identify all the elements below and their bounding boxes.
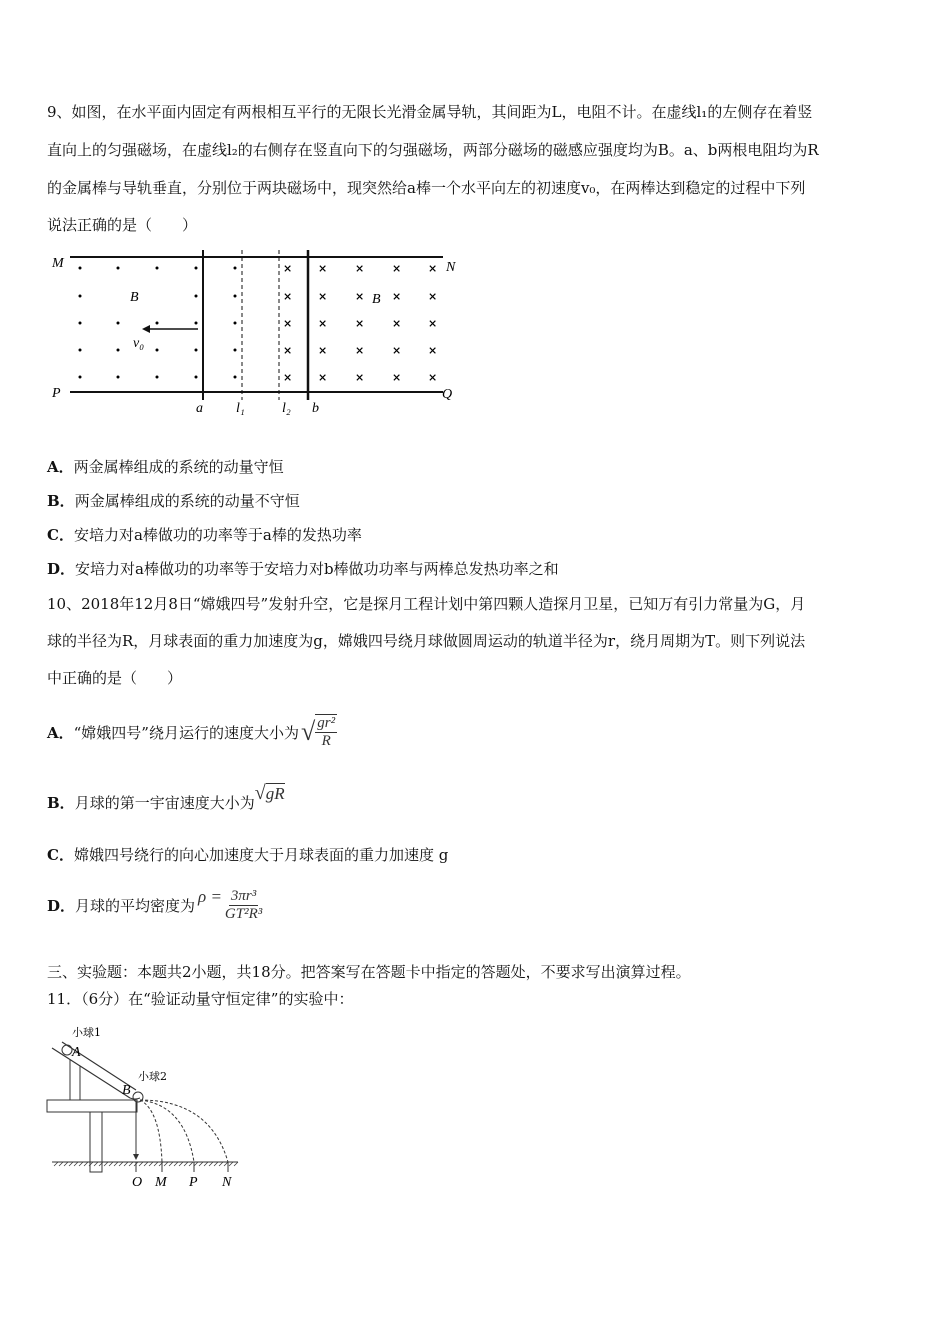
field-down-cross: × bbox=[318, 290, 328, 303]
ground-hatch bbox=[204, 1162, 208, 1166]
field-down-cross: × bbox=[355, 290, 365, 303]
ground-hatch bbox=[104, 1162, 108, 1166]
q9-option-a: A．两金属棒组成的系统的动量守恒 bbox=[47, 458, 284, 476]
label-l2: l₂ bbox=[282, 401, 291, 416]
field-down-cross: × bbox=[318, 317, 328, 330]
ground-hatch bbox=[79, 1162, 83, 1166]
field-down-cross: × bbox=[283, 317, 293, 330]
ground-hatch bbox=[229, 1162, 233, 1166]
ground-hatch bbox=[199, 1162, 203, 1166]
q9-option-c: C．安培力对a棒做功的功率等于a棒的发热功率 bbox=[47, 526, 362, 544]
field-down-cross: × bbox=[283, 290, 293, 303]
ground-hatch bbox=[139, 1162, 143, 1166]
ground-hatch bbox=[114, 1162, 118, 1166]
ground-hatch bbox=[119, 1162, 123, 1166]
label-ball-1: 小球1 bbox=[72, 1026, 101, 1039]
field-down-cross: × bbox=[355, 262, 365, 275]
ground-hatch bbox=[94, 1162, 98, 1166]
field-down-cross: × bbox=[318, 262, 328, 275]
section-3-heading: 三、实验题：本题共2小题，共18分。把答案写在答题卡中指定的答题处，不要求写出演算过程。 bbox=[47, 963, 691, 981]
field-down-cross: × bbox=[283, 344, 293, 357]
label-P: P bbox=[52, 386, 61, 401]
field-down-cross: × bbox=[428, 262, 438, 275]
q10-option-d: D． 月球的平均密度为 ρ = $\frac{\text{3πr³}}{\text{GT²R³}}$ bbox=[47, 887, 263, 922]
ground-hatch bbox=[174, 1162, 178, 1166]
label-a: a bbox=[196, 401, 203, 416]
label-l1: l₁ bbox=[236, 401, 245, 416]
label-N: N bbox=[222, 1175, 232, 1190]
ground-hatch bbox=[149, 1162, 153, 1166]
field-down-cross: × bbox=[392, 371, 402, 384]
ground-hatch bbox=[109, 1162, 113, 1166]
label-M: M bbox=[155, 1175, 167, 1190]
field-down-cross: × bbox=[428, 290, 438, 303]
q10-line-3: 中正确的是（ ） bbox=[47, 669, 183, 687]
ground-hatch bbox=[84, 1162, 88, 1166]
label-M: M bbox=[52, 256, 64, 271]
field-down-cross: × bbox=[355, 317, 365, 330]
q9-option-d: D．安培力对a棒做功的功率等于安培力对b棒做功功率与两棒总发热功率之和 bbox=[47, 560, 559, 578]
ground-hatch bbox=[154, 1162, 158, 1166]
ground-hatch bbox=[164, 1162, 168, 1166]
ground-hatch bbox=[179, 1162, 183, 1166]
ground-hatch bbox=[194, 1162, 198, 1166]
ground-hatch bbox=[189, 1162, 193, 1166]
label-ball-2: 小球2 bbox=[138, 1070, 167, 1083]
field-down-cross: × bbox=[392, 344, 402, 357]
ground-hatch bbox=[209, 1162, 213, 1166]
label-O: O bbox=[132, 1175, 143, 1190]
field-down-cross: × bbox=[392, 317, 402, 330]
ground-hatch bbox=[144, 1162, 148, 1166]
field-down-cross: × bbox=[283, 371, 293, 384]
field-down-cross: × bbox=[392, 290, 402, 303]
field-down-cross: × bbox=[392, 262, 402, 275]
ground-hatch bbox=[214, 1162, 218, 1166]
ground-hatch bbox=[74, 1162, 78, 1166]
ground-hatch bbox=[234, 1162, 238, 1166]
field-down-cross: × bbox=[355, 371, 365, 384]
field-down-cross: × bbox=[318, 371, 328, 384]
field-down-cross: × bbox=[283, 262, 293, 275]
ground-hatch bbox=[184, 1162, 188, 1166]
label-b: b bbox=[312, 401, 319, 416]
ground-hatch bbox=[69, 1162, 73, 1166]
label-B: B bbox=[122, 1083, 131, 1098]
q9-line-4: 说法正确的是（ ） bbox=[47, 216, 198, 234]
field-down-cross: × bbox=[428, 371, 438, 384]
q10-option-a: A． “嫦娥四号”绕月运行的速度大小为 √ $\frac{\text{gr²}}{R}$ bbox=[47, 715, 336, 749]
label-A: A bbox=[72, 1045, 81, 1060]
q9-line-3: 的金属棒与导轨垂直，分别位于两块磁场中，现突然给a棒一个水平向左的初速度v₀，在两棒达到稳定的过程中下列 bbox=[47, 179, 806, 197]
q10-option-c: C．嫦娥四号绕行的向心加速度大于月球表面的重力加速度 g bbox=[47, 846, 449, 864]
q10-line-1: 10、2018年12月8日“嫦娥四号”发射升空，它是探月工程计划中第四颗人造探月卫星，已知万有引力常量为G，月 bbox=[47, 595, 806, 613]
q10-line-2: 球的半径为R，月球表面的重力加速度为g，嫦娥四号绕月球做圆周运动的轨道半径为r，绕月周期为T。则下列说法 bbox=[47, 632, 806, 650]
label-B-right: B bbox=[372, 292, 381, 307]
q9-line-1: 9、如图，在水平面内固定有两根相互平行的无限长光滑金属导轨，其间距为L，电阻不计。在虚线l₁的左侧存在着竖 bbox=[47, 103, 813, 121]
ground-hatch bbox=[64, 1162, 68, 1166]
label-Q: Q bbox=[442, 387, 453, 402]
ground-hatch bbox=[224, 1162, 228, 1166]
q11-line: 11．（6分）在“验证动量守恒定律”的实验中： bbox=[47, 990, 354, 1008]
ground-hatch bbox=[54, 1162, 58, 1166]
q9-option-b: B．两金属棒组成的系统的动量不守恒 bbox=[47, 492, 300, 510]
q10-option-b: B． 月球的第一宇宙速度大小为 √gR bbox=[47, 782, 285, 812]
field-down-cross: × bbox=[355, 344, 365, 357]
label-v0: v₀ bbox=[133, 336, 145, 351]
field-down-cross: × bbox=[318, 344, 328, 357]
ground-hatch bbox=[169, 1162, 173, 1166]
ground-hatch bbox=[59, 1162, 63, 1166]
ground-hatch bbox=[129, 1162, 133, 1166]
label-B-left: B bbox=[130, 290, 139, 305]
field-down-cross: × bbox=[428, 344, 438, 357]
q9-line-2: 直向上的匀强磁场，在虚线l₂的右侧存在竖直向下的匀强磁场，两部分磁场的磁感应强度均为B。a、b两根电阻均为R bbox=[47, 141, 819, 159]
field-down-cross: × bbox=[428, 317, 438, 330]
ground-hatch bbox=[124, 1162, 128, 1166]
ground-hatch bbox=[219, 1162, 223, 1166]
label-N: N bbox=[446, 260, 456, 275]
label-P: P bbox=[189, 1175, 198, 1190]
